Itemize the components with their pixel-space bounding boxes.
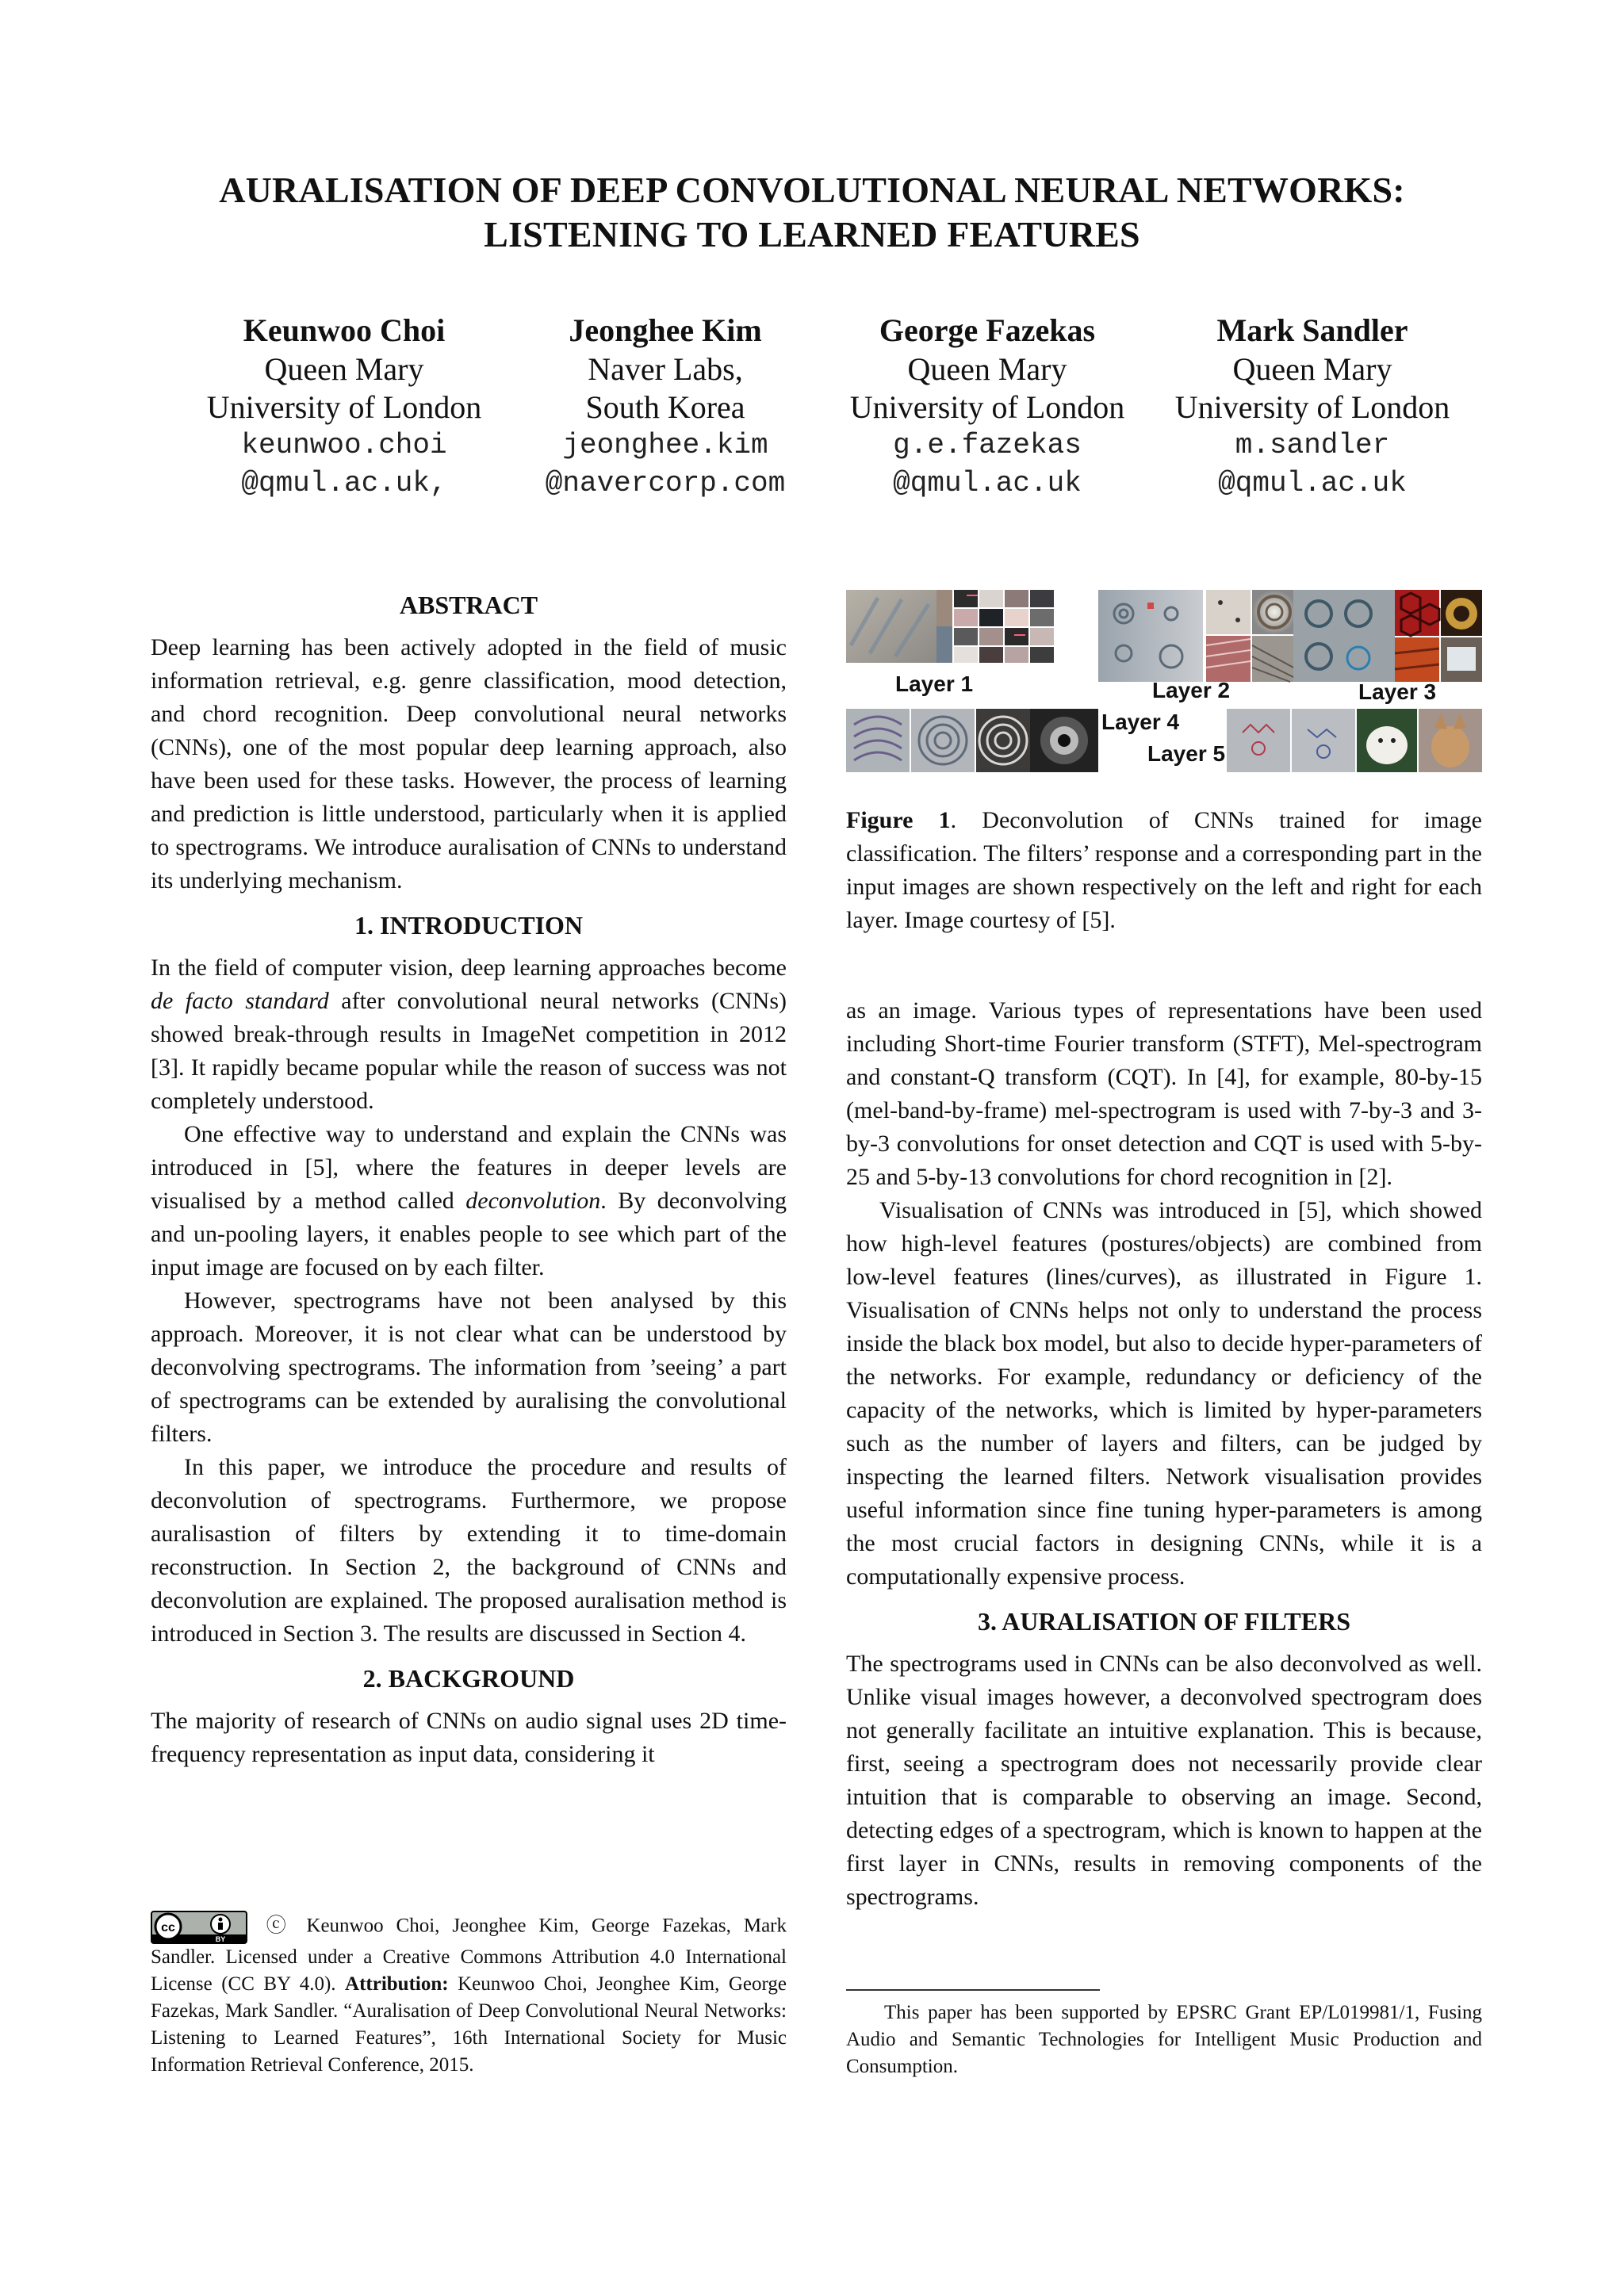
author-email: g.e.fazekas [893,429,1082,461]
license-copyright: ⓒ Keunwoo Choi, Jeonghee Kim, George Fazekas, Mark Sandler. Licensed under a Creative Commons Attribution 4.0 International License (CC BY 4.0). [151,1915,787,1995]
author-email: @navercorp.com [545,467,786,499]
title-line-2: LISTENING TO LEARNED FEATURES [484,214,1140,254]
layer-1-label: Layer 1 [895,672,974,696]
author-affiliation: University of London [1174,389,1450,425]
intro-paragraph-3: However, spectrograms have not been analysed by this approach. Moreover, it is not clear what can be understood by deconvolving spectrograms. The information from ’seeing’ a part of spectrograms can be extended by auralising the convolutional filters. [151,1288,787,1447]
author-affiliation: Queen Mary [1232,351,1392,387]
attribution-text: Keunwoo Choi, Jeonghee Kim, George Fazekas, Mark Sandler. “Auralisation of Deep Convolutional Neural Networks: Listening to Learned Features”, 16th International Society for Music Information Retrieval Conference, 2015. [151,1973,787,2076]
author-name: George Fazekas [879,312,1096,348]
intro-p2-text-b: . By deconvolving and un-pooling layers, it enables people to see which part of the input image are focused on by each filter. [151,1188,787,1280]
intro-paragraph-1 [151,951,787,1118]
figure-1 [846,590,1482,772]
intro-p1-text-a: In the field of computer vision, deep learning approaches become [151,955,787,981]
intro-p1-text-b: after convolutional neural networks (CNNs) showed break-through results in ImageNet competition in 2012 [3]. It rapidly became popular while the reason of success was not completely understood. [151,988,787,1114]
cc-by-logo-icon [151,1911,247,1944]
author-name: Mark Sandler [1216,312,1408,348]
paper-title [111,168,1513,257]
author-3 [821,311,1154,503]
attribution-label: Attribution: [345,1973,449,1995]
author-email: keunwoo.choi [241,429,447,461]
auralisation-heading: 3. AURALISATION OF FILTERS [977,1607,1351,1636]
author-email: @qmul.ac.uk, [241,467,447,499]
abstract-heading: ABSTRACT [399,591,538,619]
author-email: @qmul.ac.uk [1218,467,1407,499]
layer-1-tiles [846,590,1054,663]
background-paragraph-1-start: The majority of research of CNNs on audio signal uses 2D time-frequency representation as input data, considering it [151,1708,787,1767]
background-paragraph-2: Visualisation of CNNs was introduced in [5], which showed how high-level features (postures/objects) are combined from low-level features (lines/curves), as illustrated in Figure 1. Visualisation of CNNs helps not only to understand the process inside the black box model, but also to decide hyper-parameters of the networks. For example, redundancy or deficiency of the capacity of the networks, which is limited by hyper-parameters such as the number of layers and filters, can be judged by inspecting the learned filters. Network visualisation provides useful information since fine tuning hyper-parameters is among the most crucial factors in designing CNNs, while it is a computationally expensive process. [846,1197,1482,1590]
license-text [151,1911,787,2079]
author-email: m.sandler [1235,429,1390,461]
cc-logo-text: cc [161,1921,175,1934]
author-name: Keunwoo Choi [243,312,446,348]
author-affiliation: Queen Mary [907,351,1067,387]
author-4 [1146,311,1479,503]
author-affiliation: Queen Mary [264,351,424,387]
author-email: @qmul.ac.uk [893,467,1082,499]
intro-p1-emphasis: de facto standard [151,988,329,1014]
layer-5-tiles [1227,709,1482,772]
author-block [0,311,1624,517]
author-name: Jeonghee Kim [569,312,762,348]
license-footnote [151,1911,787,2079]
right-column [846,994,1482,1914]
intro-paragraph-4: In this paper, we introduce the procedure and results of deconvolution of spectrograms. Furthermore, we propose auralisastion of filters by extending it to time-domain reconstruction. In Section 2, the background of CNNs and deconvolution are explained. The proposed auralisation method is introduced in Section 3. The results are discussed in Section 4. [151,1454,787,1647]
intro-p2-emphasis: deconvolution [465,1188,601,1214]
layer-3-label: Layer 3 [1358,679,1437,704]
layer-1-patches [954,590,1054,663]
layer-4-tiles [846,709,1098,772]
background-paragraph-1-continued: as an image. Various types of representations have been used including Short-time Fourier transform (STFT), Mel-spectrogram and constant-Q transform (CQT). In [4], for example, 80-by-15 (mel-band-by-frame) mel-spectrogram is used with 7-by-3 and 3-by-3 convolutions for onset detection and CQT is used with 5-by-25 and 5-by-13 convolutions for chord recognition in [2]. [846,997,1482,1190]
author-affiliation: Naver Labs, [588,351,743,387]
auralisation-paragraph-1: The spectrograms used in CNNs can be also deconvolved as well. Unlike visual images however, a deconvolved spectrogram does not generally facilitate an intuitive explanation. This is because, first, seeing a spectrogram does not necessarily provide clear intuition that is comparable to observing an image. Second, detecting edges of a spectrogram, which is known to happen at the first layer in CNNs, results in removing components of the spectrograms. [846,1651,1482,1910]
author-affiliation: University of London [206,389,482,425]
author-affiliation: University of London [849,389,1125,425]
background-heading: 2. BACKGROUND [362,1664,575,1693]
figure-caption-label: Figure 1 [846,807,951,833]
abstract-text: Deep learning has been actively adopted in the field of music information retrieval, e.g. genre classification, mood detection, and chord recognition. Deep convolutional neural networks (CNNs), one of the most popular deep learning approach, also have been used for these tasks. However, the process of learning and prediction is little understood, particularly when it is applied to spectrograms. We introduce auralisation of CNNs to understand its underlying mechanism. [151,634,787,894]
author-email: jeonghee.kim [562,429,768,461]
author-2 [499,311,832,503]
intro-p2-text-a: One effective way to understand and explain the CNNs was introduced in [5], where the features in deeper levels are visualised by a method called [151,1121,787,1214]
left-column [151,588,787,1771]
figure-caption-text: . Deconvolution of CNNs trained for image classification. The filters’ response and a corresponding part in the input images are shown respectively on the left and right for each layer. Image courtesy of [5]. [846,807,1482,933]
layer-2-label: Layer 2 [1152,678,1231,702]
layer-3-tiles [1293,590,1482,682]
layer-4-label: Layer 4 [1101,710,1180,734]
author-1 [178,311,511,503]
title-line-1: AURALISATION OF DEEP CONVOLUTIONAL NEURAL NETWORKS: [219,170,1405,210]
introduction-heading: 1. INTRODUCTION [354,911,584,939]
cc-logo-by-text: BY [215,1935,226,1943]
footnote-rule-right [846,1989,1100,1991]
figure-1-caption [846,804,1482,937]
author-affiliation: South Korea [585,389,745,425]
funding-footnote: This paper has been supported by EPSRC Grant EP/L019981/1, Fusing Audio and Semantic Technologies for Intelligent Music Production and Consumption. [846,2002,1482,2077]
intro-paragraph-2 [151,1118,787,1284]
layer-5-label: Layer 5 [1147,741,1226,766]
layer-2-tiles [1098,590,1297,682]
